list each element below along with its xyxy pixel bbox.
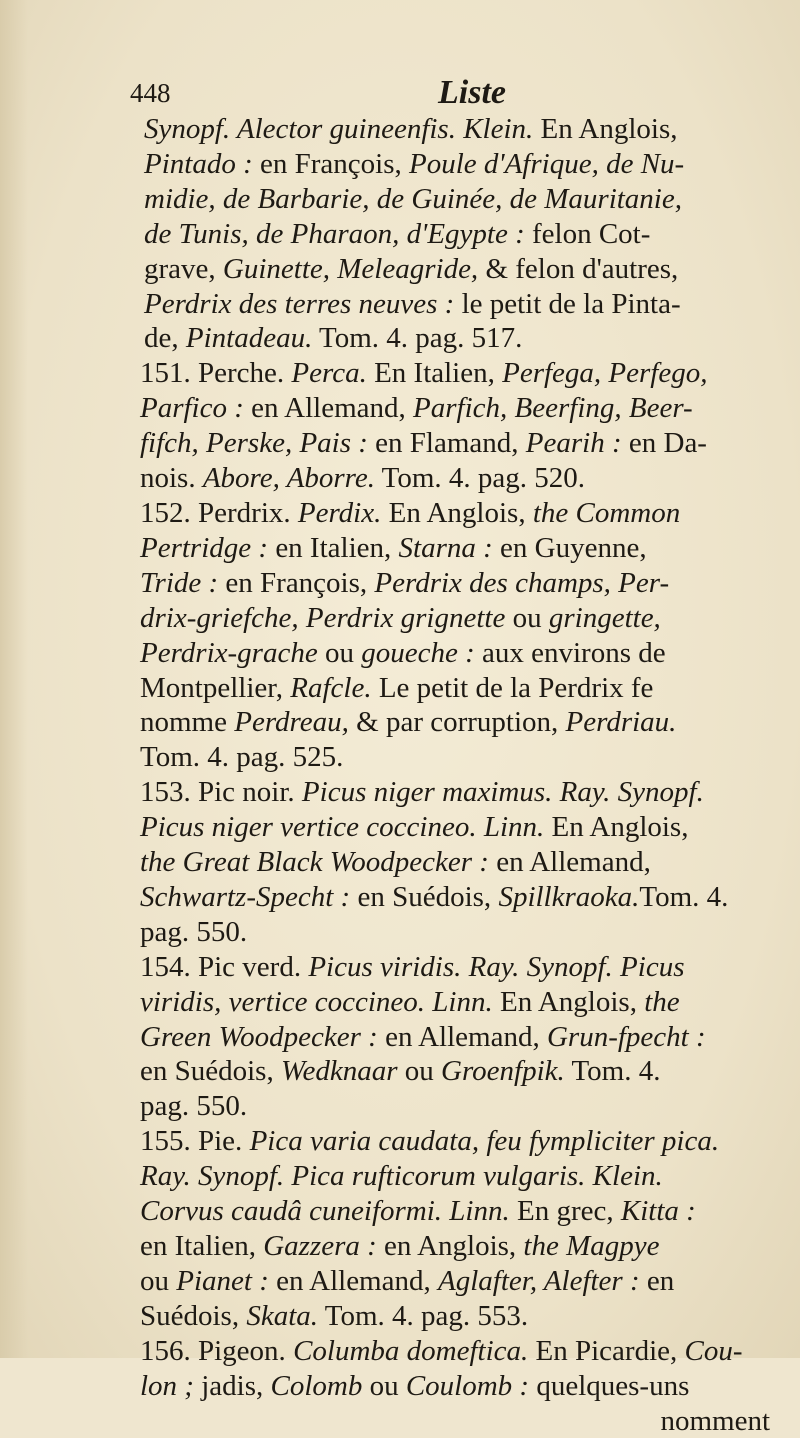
roman-run: quelques-uns xyxy=(529,1369,690,1402)
text-line xyxy=(140,810,770,845)
italic-run: Pica varia caudata, feu fympliciter pica. xyxy=(249,1125,720,1158)
roman-run: en Allemand, xyxy=(377,1020,547,1053)
catalog-entry xyxy=(140,950,770,1125)
roman-run: en Suédois, xyxy=(140,1055,281,1088)
italic-run: Pearih : xyxy=(525,427,622,460)
text-line xyxy=(140,950,770,985)
italic-run: Colomb xyxy=(270,1369,363,1402)
text-line xyxy=(152,1404,770,1438)
text-line xyxy=(140,426,770,461)
italic-run: Starna : xyxy=(398,531,493,564)
catalog-entry xyxy=(140,1124,770,1333)
text-line xyxy=(140,1020,770,1055)
italic-run: Aglafter, Alefter : xyxy=(438,1264,640,1297)
roman-run: En grec, xyxy=(509,1195,621,1228)
catalog-entry xyxy=(140,356,770,496)
roman-run: le petit de la Pinta- xyxy=(454,287,681,320)
italic-run: Wedknaar xyxy=(280,1055,398,1088)
roman-run: En Anglois, xyxy=(544,811,689,844)
italic-run: Schwartz-Specht : xyxy=(140,880,351,913)
text-line xyxy=(140,1299,770,1334)
text-line xyxy=(140,601,770,636)
roman-run: en Italien, xyxy=(268,531,399,564)
italic-run: Skata. xyxy=(246,1299,319,1332)
roman-run: 152. Perdrix. xyxy=(140,496,298,529)
roman-run: en Guyenne, xyxy=(492,531,647,564)
roman-run: en Da- xyxy=(621,427,707,460)
text-line xyxy=(140,915,770,950)
text-line xyxy=(144,321,770,356)
text-line xyxy=(140,880,770,915)
roman-run: Tom. 4. xyxy=(564,1055,661,1088)
text-line xyxy=(140,531,770,566)
roman-run: Tom. 4. xyxy=(639,880,729,913)
italic-run: Kitta : xyxy=(620,1195,696,1228)
italic-run: lon ; xyxy=(140,1369,194,1402)
roman-run: en Anglois, xyxy=(376,1230,524,1262)
text-line xyxy=(140,391,770,426)
roman-run: 153. Pic noir. xyxy=(140,776,302,809)
italic-run: gringette, xyxy=(548,601,661,634)
roman-run: de, xyxy=(144,322,186,355)
italic-run: Columba domeftica. xyxy=(293,1334,529,1367)
italic-run: Perdrix des terres neuves : xyxy=(144,287,455,320)
text-line xyxy=(140,740,770,775)
text-line xyxy=(140,845,770,880)
roman-run: grave, xyxy=(144,252,223,285)
italic-run: Poule d'Afrique, de Nu- xyxy=(409,147,685,180)
text-line xyxy=(144,182,770,217)
roman-run: ou xyxy=(362,1369,406,1402)
italic-run: viridis, vertice coccineo. Linn. xyxy=(140,985,493,1018)
roman-run: Le petit de la Perdrix fe xyxy=(371,671,654,704)
italic-run: Coulomb : xyxy=(405,1369,530,1402)
catalog-entry xyxy=(140,496,770,775)
text-line xyxy=(140,985,770,1020)
text-line xyxy=(140,356,770,391)
italic-run: fifch, Perske, Pais : xyxy=(140,427,368,460)
text-line xyxy=(144,252,770,287)
roman-run: Tom. 4. pag. 553. xyxy=(318,1299,529,1332)
italic-run: the xyxy=(644,985,680,1018)
catalog-entry xyxy=(144,112,770,356)
roman-run: 155. Pie. xyxy=(140,1125,250,1158)
catalog-entry xyxy=(140,775,770,950)
italic-run: Perdriau. xyxy=(565,706,677,739)
text-line xyxy=(140,1054,770,1089)
text-line xyxy=(140,1124,770,1159)
roman-run: Suédois, xyxy=(140,1299,247,1332)
italic-run: Spillkraoka. xyxy=(498,880,640,913)
roman-run: felon Cot- xyxy=(524,217,651,250)
text-line xyxy=(140,1369,770,1404)
roman-run: en Allemand, xyxy=(488,846,651,879)
italic-run: Perca. xyxy=(291,357,367,390)
roman-run: En Anglois, xyxy=(381,496,533,529)
roman-run: en Italien, xyxy=(140,1230,264,1262)
italic-run: Picus niger vertice coccineo. Linn. xyxy=(140,811,545,844)
page-number: 448 xyxy=(130,78,171,108)
roman-run: Tom. 4. pag. 517. xyxy=(312,322,523,355)
roman-run: en Flamand, xyxy=(367,427,526,460)
text-line xyxy=(140,775,770,810)
italic-run: Abore, Aborre. xyxy=(202,462,375,495)
roman-run: nomment xyxy=(660,1404,770,1437)
italic-run: Picus niger maximus. Ray. Synopf. xyxy=(301,776,704,809)
roman-run: En Italien, xyxy=(366,357,503,390)
roman-run: En Picardie, xyxy=(528,1334,685,1367)
roman-run: en François, xyxy=(252,147,409,180)
italic-run: the Magpye xyxy=(523,1230,660,1262)
italic-run: Synopf. Alector guineenfis. Klein. xyxy=(144,113,534,145)
italic-run: the Great Black Woodpecker : xyxy=(140,846,489,879)
text-line xyxy=(144,147,770,182)
roman-run: En Anglois, xyxy=(492,985,645,1018)
italic-run: Pianet : xyxy=(176,1264,269,1297)
roman-run: en Allemand, xyxy=(268,1264,438,1297)
italic-run: Gazzera : xyxy=(263,1230,377,1262)
roman-run: ou xyxy=(140,1264,177,1297)
roman-run: 154. Pic verd. xyxy=(140,950,309,983)
roman-run: en François, xyxy=(218,566,375,599)
italic-run: Parfich, Beerfing, Beer- xyxy=(413,392,693,425)
italic-run: Parfico : xyxy=(140,392,244,425)
italic-run: Rafcle. xyxy=(290,671,372,704)
italic-run: Cou- xyxy=(684,1334,743,1367)
text-line xyxy=(140,461,770,496)
catalog-entry xyxy=(140,1334,770,1438)
italic-run: drix-griefche, Perdrix grignette xyxy=(140,601,506,634)
italic-run: the Common xyxy=(532,496,681,529)
roman-run: Tom. 4. pag. 525. xyxy=(140,741,344,774)
roman-run: En Anglois, xyxy=(533,113,678,145)
italic-run: Grun-fpecht : xyxy=(546,1020,706,1053)
italic-run: Corvus caudâ cuneiformi. Linn. xyxy=(140,1195,510,1228)
page-body-text xyxy=(140,112,770,1438)
text-line xyxy=(140,1194,770,1229)
text-line xyxy=(144,217,770,252)
italic-run: Green Woodpecker : xyxy=(140,1020,378,1053)
italic-run: Perdreau, xyxy=(234,706,349,739)
roman-run: pag. 550. xyxy=(140,915,248,948)
italic-run: de Tunis, de Pharaon, d'Egypte : xyxy=(144,217,525,250)
roman-run: Montpellier, xyxy=(140,671,291,704)
text-line xyxy=(140,671,770,706)
roman-run: en Suédois, xyxy=(350,880,499,913)
italic-run: goueche : xyxy=(361,636,475,669)
italic-run: Perdix. xyxy=(297,496,382,529)
text-line xyxy=(140,1334,770,1369)
italic-run: midie, de Barbarie, de Guinée, de Mauritanie, xyxy=(144,182,682,215)
text-line xyxy=(140,1264,770,1299)
italic-run: Pintado : xyxy=(144,147,253,180)
text-line xyxy=(144,112,770,147)
roman-run: Tom. 4. pag. 520. xyxy=(374,462,586,495)
roman-run: 156. Pigeon. xyxy=(140,1334,294,1367)
roman-run: ou xyxy=(505,601,549,634)
text-line xyxy=(140,1229,770,1264)
italic-run: Pertridge : xyxy=(140,531,269,564)
roman-run: nomme xyxy=(140,706,235,739)
italic-run: Pintadeau. xyxy=(185,322,313,355)
text-line xyxy=(140,636,770,671)
italic-run: Ray. Synopf. Pica rufticorum vulgaris. Klein. xyxy=(140,1160,663,1193)
text-line xyxy=(140,705,770,740)
italic-run: Picus viridis. Ray. Synopf. Picus xyxy=(308,950,685,983)
roman-run: nois. xyxy=(140,462,203,495)
roman-run: & felon d'autres, xyxy=(478,252,679,285)
italic-run: Perfega, Perfego, xyxy=(502,357,708,390)
roman-run: & par corruption, xyxy=(348,706,566,739)
page-gutter-shadow xyxy=(0,0,28,1358)
text-line xyxy=(140,1159,770,1194)
running-title: Liste xyxy=(438,74,506,111)
italic-run: Perdrix des champs, Per- xyxy=(374,566,670,599)
roman-run: en Allemand, xyxy=(243,392,414,425)
roman-run: 151. Perche. xyxy=(140,357,292,390)
italic-run: Guinette, Meleagride, xyxy=(222,252,479,285)
roman-run: jadis, xyxy=(193,1369,271,1402)
italic-run: Tride : xyxy=(140,566,219,599)
roman-run: en xyxy=(639,1264,675,1297)
italic-run: Perdrix-grache xyxy=(140,636,318,669)
text-line xyxy=(140,496,770,531)
text-line xyxy=(144,287,770,322)
roman-run: ou xyxy=(317,636,362,669)
roman-run: aux environs de xyxy=(474,636,666,669)
roman-run: ou xyxy=(397,1055,441,1088)
text-line xyxy=(140,1089,770,1124)
roman-run: pag. 550. xyxy=(140,1090,248,1123)
text-line xyxy=(140,566,770,601)
italic-run: Groenfpik. xyxy=(441,1055,565,1088)
